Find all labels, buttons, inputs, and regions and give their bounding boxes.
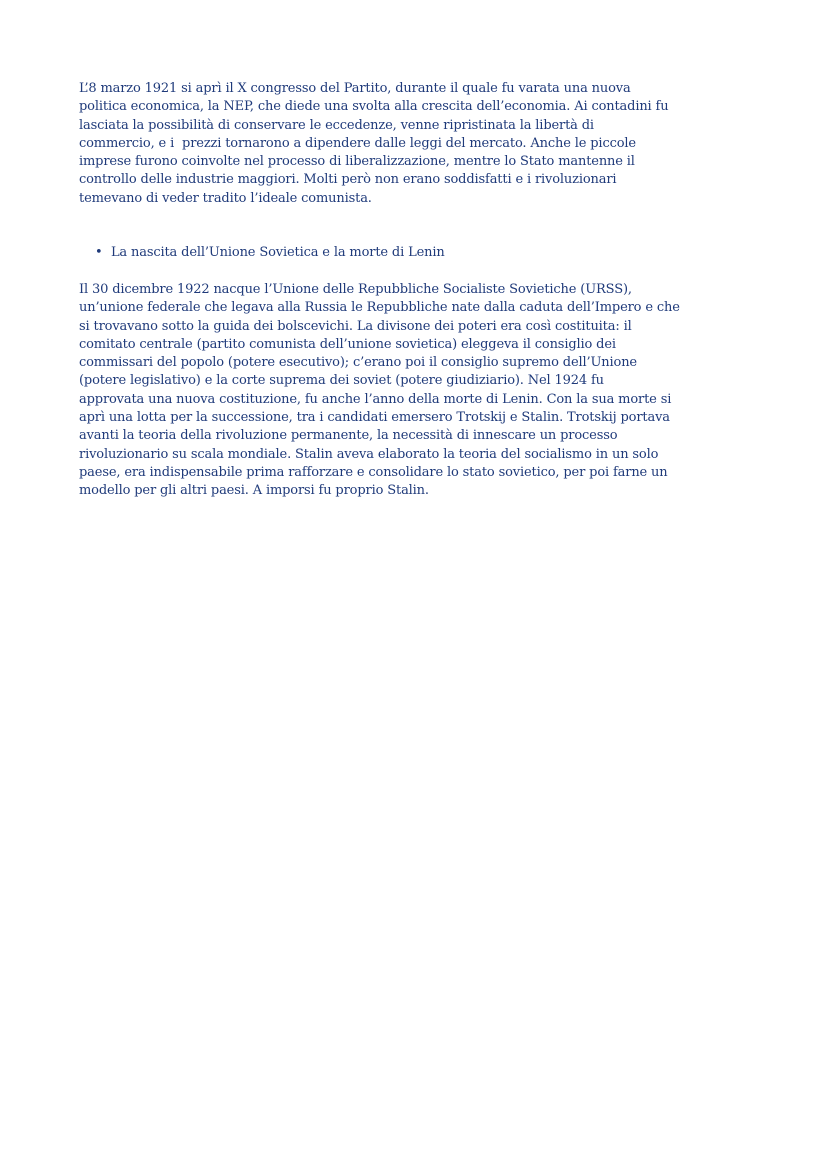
- paragraph-spacer: [79, 208, 759, 226]
- text-line: temevano di veder tradito l’ideale comunista.: [79, 190, 372, 206]
- document-page: [79, 80, 759, 501]
- section-heading: [79, 226, 759, 281]
- text-line: controllo delle industrie maggiori. Molti però non erano soddisfatti e i rivoluzionari: [79, 172, 617, 188]
- text-line: approvata una nuova costituzione, fu anche l’anno della morte di Lenin. Con la sua morte si: [79, 391, 672, 407]
- text-line: commercio, e i prezzi tornarono a dipendere dalle leggi del mercato. Anche le piccole: [79, 135, 636, 151]
- text-line: si trovavano sotto la guida dei bolscevichi. La divisone dei poteri era così costituita: il: [79, 318, 632, 334]
- text-line: L’8 marzo 1921 si aprì il X congresso del Partito, durante il quale fu varata una nuova: [79, 81, 631, 96]
- text-line: rivoluzionario su scala mondiale. Stalin aveva elaborato la teoria del socialismo in un solo: [79, 446, 659, 462]
- paragraph-nep: [79, 80, 759, 208]
- text-line: avanti la teoria della rivoluzione permanente, la necessità di innescare un processo: [79, 428, 618, 444]
- text-line: comitato centrale (partito comunista dell’unione sovietica) eleggeva il consiglio dei: [79, 336, 616, 352]
- text-line: politica economica, la NEP, che diede una svolta alla crescita dell’economia. Ai contadini fu: [79, 99, 669, 115]
- bullet-icon: •: [94, 245, 103, 261]
- text-line: un’unione federale che legava alla Russia le Repubbliche nate dalla caduta dell’Impero e che: [79, 300, 680, 316]
- section-heading-text: La nascita dell’Unione Sovietica e la morte di Lenin: [110, 245, 445, 261]
- text-line: aprì una lotta per la successione, tra i candidati emersero Trotskij e Stalin. Trotskij portava: [79, 410, 670, 426]
- text-line: Il 30 dicembre 1922 nacque l’Unione delle Repubbliche Socialiste Sovietiche (URSS),: [79, 281, 632, 297]
- text-line: modello per gli altri paesi. A imporsi fu proprio Stalin.: [79, 483, 429, 499]
- paragraph-urss: [79, 281, 759, 501]
- text-line: (potere legislativo) e la corte suprema dei soviet (potere giudiziario). Nel 1924 fu: [79, 373, 604, 389]
- text-line: lasciata la possibilità di conservare le eccedenze, venne ripristinata la libertà di: [79, 117, 594, 133]
- text-line: imprese furono coinvolte nel processo di liberalizzazione, mentre lo Stato mantenne il: [79, 154, 635, 170]
- text-line: paese, era indispensabile prima rafforzare e consolidare lo stato sovietico, per poi farne un: [79, 464, 668, 480]
- text-line: commissari del popolo (potere esecutivo); c’erano poi il consiglio supremo dell’Unione: [79, 355, 637, 371]
